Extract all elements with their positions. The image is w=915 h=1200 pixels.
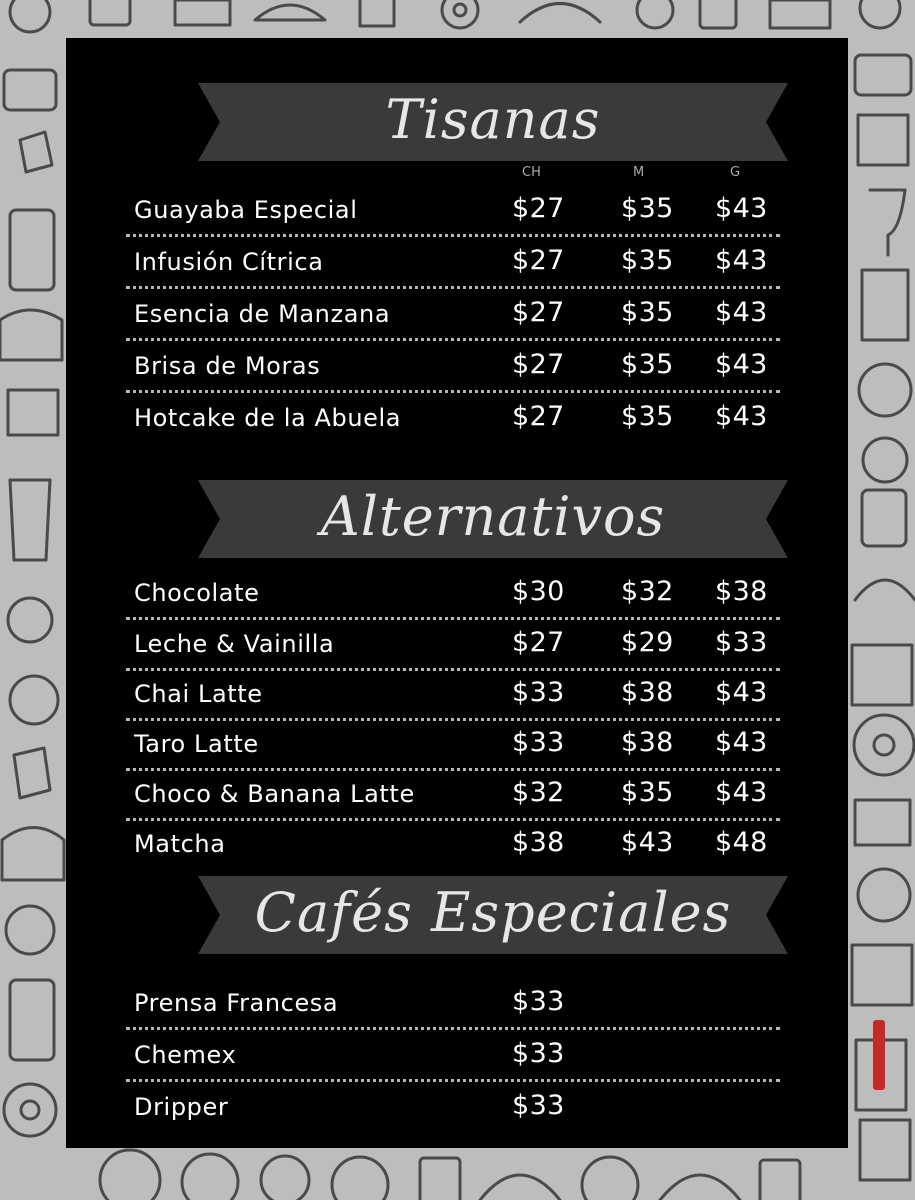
size-label-m: M <box>633 165 645 180</box>
menu-item <box>126 766 780 821</box>
price-g: $43 <box>715 777 768 808</box>
size-labels <box>66 165 848 181</box>
cake-slice-icon <box>858 115 908 165</box>
size-label-ch: CH <box>522 165 541 180</box>
donut-icon <box>854 715 914 775</box>
cup-icon <box>90 0 130 25</box>
sandwich-icon <box>480 1175 560 1200</box>
price-m: $35 <box>621 401 674 432</box>
teabag-icon <box>14 748 50 798</box>
price-m: $38 <box>621 677 674 708</box>
cake-icon <box>175 0 230 25</box>
item-name: Guayaba Especial <box>134 196 358 224</box>
cookie-icon <box>637 0 673 28</box>
cake-icon <box>770 0 830 28</box>
teabag-icon <box>20 132 52 172</box>
price-ch: $30 <box>512 576 565 607</box>
cookie-icon <box>859 364 911 416</box>
croissant-icon <box>660 1175 740 1200</box>
price-m: $38 <box>621 727 674 758</box>
cup-icon <box>760 1160 800 1200</box>
cookie-icon <box>182 1154 238 1200</box>
cake-slice-icon <box>855 800 910 845</box>
item-name: Chai Latte <box>134 680 263 708</box>
price-m: $35 <box>621 245 674 276</box>
price-g: $43 <box>715 193 768 224</box>
menu-item <box>126 1079 780 1131</box>
cookie-icon <box>332 1157 388 1200</box>
price: $33 <box>512 1090 565 1121</box>
frappe-cup-icon <box>10 210 54 290</box>
price-m: $35 <box>621 193 674 224</box>
item-name: Chemex <box>134 1041 237 1069</box>
item-name: Prensa Francesa <box>134 989 339 1017</box>
menu-item <box>126 666 780 721</box>
coffee-bag-icon <box>862 270 908 340</box>
menu-item <box>126 975 780 1030</box>
cup-icon <box>862 490 906 546</box>
item-name: Taro Latte <box>134 730 259 758</box>
coffee-cup-icon <box>8 598 52 642</box>
cookie-icon <box>6 906 54 954</box>
coffee-cups-icon <box>852 645 912 705</box>
section-banner-cafes-especiales <box>198 876 788 954</box>
red-marker <box>873 1020 885 1090</box>
price-ch: $27 <box>512 627 565 658</box>
price-ch: $32 <box>512 777 565 808</box>
price-m: $32 <box>621 576 674 607</box>
donut-icon <box>4 1084 56 1136</box>
item-name: Chocolate <box>134 579 260 607</box>
item-name: Dripper <box>134 1093 229 1121</box>
price-ch: $38 <box>512 827 565 858</box>
menu-item <box>126 338 780 393</box>
cookie-icon <box>261 1156 309 1200</box>
cookie-icon <box>10 0 50 32</box>
price-m: $29 <box>621 627 674 658</box>
menu-item <box>126 234 780 289</box>
cookie-icon <box>100 1150 160 1200</box>
size-label-g: G <box>730 165 741 180</box>
price: $33 <box>512 986 565 1017</box>
section-banner-alternativos <box>198 480 788 558</box>
price-m: $43 <box>621 827 674 858</box>
price-g: $43 <box>715 245 768 276</box>
menu-item <box>126 1027 780 1082</box>
sandwich-icon <box>855 55 911 95</box>
cookie-icon <box>10 676 58 724</box>
price-m: $35 <box>621 777 674 808</box>
price-g: $38 <box>715 576 768 607</box>
item-name: Infusión Cítrica <box>134 248 324 276</box>
section-title: Alternativos <box>320 484 666 548</box>
menu-item <box>126 816 780 868</box>
price-m: $35 <box>621 349 674 380</box>
croissant-icon <box>855 580 915 600</box>
item-name: Matcha <box>134 830 226 858</box>
frappe-cup-icon <box>420 1158 460 1200</box>
cake-slice-icon <box>8 390 58 435</box>
menu-item <box>126 390 780 442</box>
menu-item <box>126 565 780 620</box>
cup-icon <box>700 0 736 28</box>
sandwich-icon <box>255 5 325 20</box>
price: $33 <box>512 1038 565 1069</box>
item-name: Hotcake de la Abuela <box>134 404 402 432</box>
sandwich-icon <box>2 828 64 881</box>
cookie-icon <box>863 438 907 482</box>
coffee-bag-icon <box>860 1120 910 1180</box>
section-title: Cafés Especiales <box>254 880 732 944</box>
menu-item <box>126 286 780 341</box>
goblet-icon <box>870 190 905 255</box>
croissant-icon <box>520 4 600 23</box>
price-ch: $33 <box>512 727 565 758</box>
price-ch: $27 <box>512 349 565 380</box>
coffee-cups-icon <box>852 945 912 1005</box>
menu-item <box>126 182 780 237</box>
price-ch: $27 <box>512 193 565 224</box>
item-name: Choco & Banana Latte <box>134 780 415 808</box>
price-g: $43 <box>715 297 768 328</box>
item-name: Esencia de Manzana <box>134 300 391 328</box>
section-banner-tisanas <box>198 83 788 161</box>
price-ch: $27 <box>512 401 565 432</box>
price-g: $43 <box>715 727 768 758</box>
menu-board <box>66 38 848 1148</box>
donut-icon <box>860 0 900 28</box>
price-g: $43 <box>715 401 768 432</box>
menu-item <box>126 716 780 771</box>
item-name: Brisa de Moras <box>134 352 321 380</box>
price-ch: $27 <box>512 245 565 276</box>
item-name: Leche & Vainilla <box>134 630 335 658</box>
price-m: $35 <box>621 297 674 328</box>
section-title: Tisanas <box>385 87 601 151</box>
frappe-cup-icon <box>10 980 54 1060</box>
price-ch: $27 <box>512 297 565 328</box>
price-g: $43 <box>715 677 768 708</box>
price-g: $33 <box>715 627 768 658</box>
price-g: $43 <box>715 349 768 380</box>
coffee-cup-icon <box>858 869 910 921</box>
menu-item <box>126 616 780 671</box>
bag-icon <box>360 0 394 26</box>
price-ch: $33 <box>512 677 565 708</box>
mug-icon <box>10 480 50 560</box>
price-g: $48 <box>715 827 768 858</box>
sandwich-icon <box>4 70 56 110</box>
bread-icon <box>0 310 62 360</box>
donut-icon <box>582 1157 638 1200</box>
